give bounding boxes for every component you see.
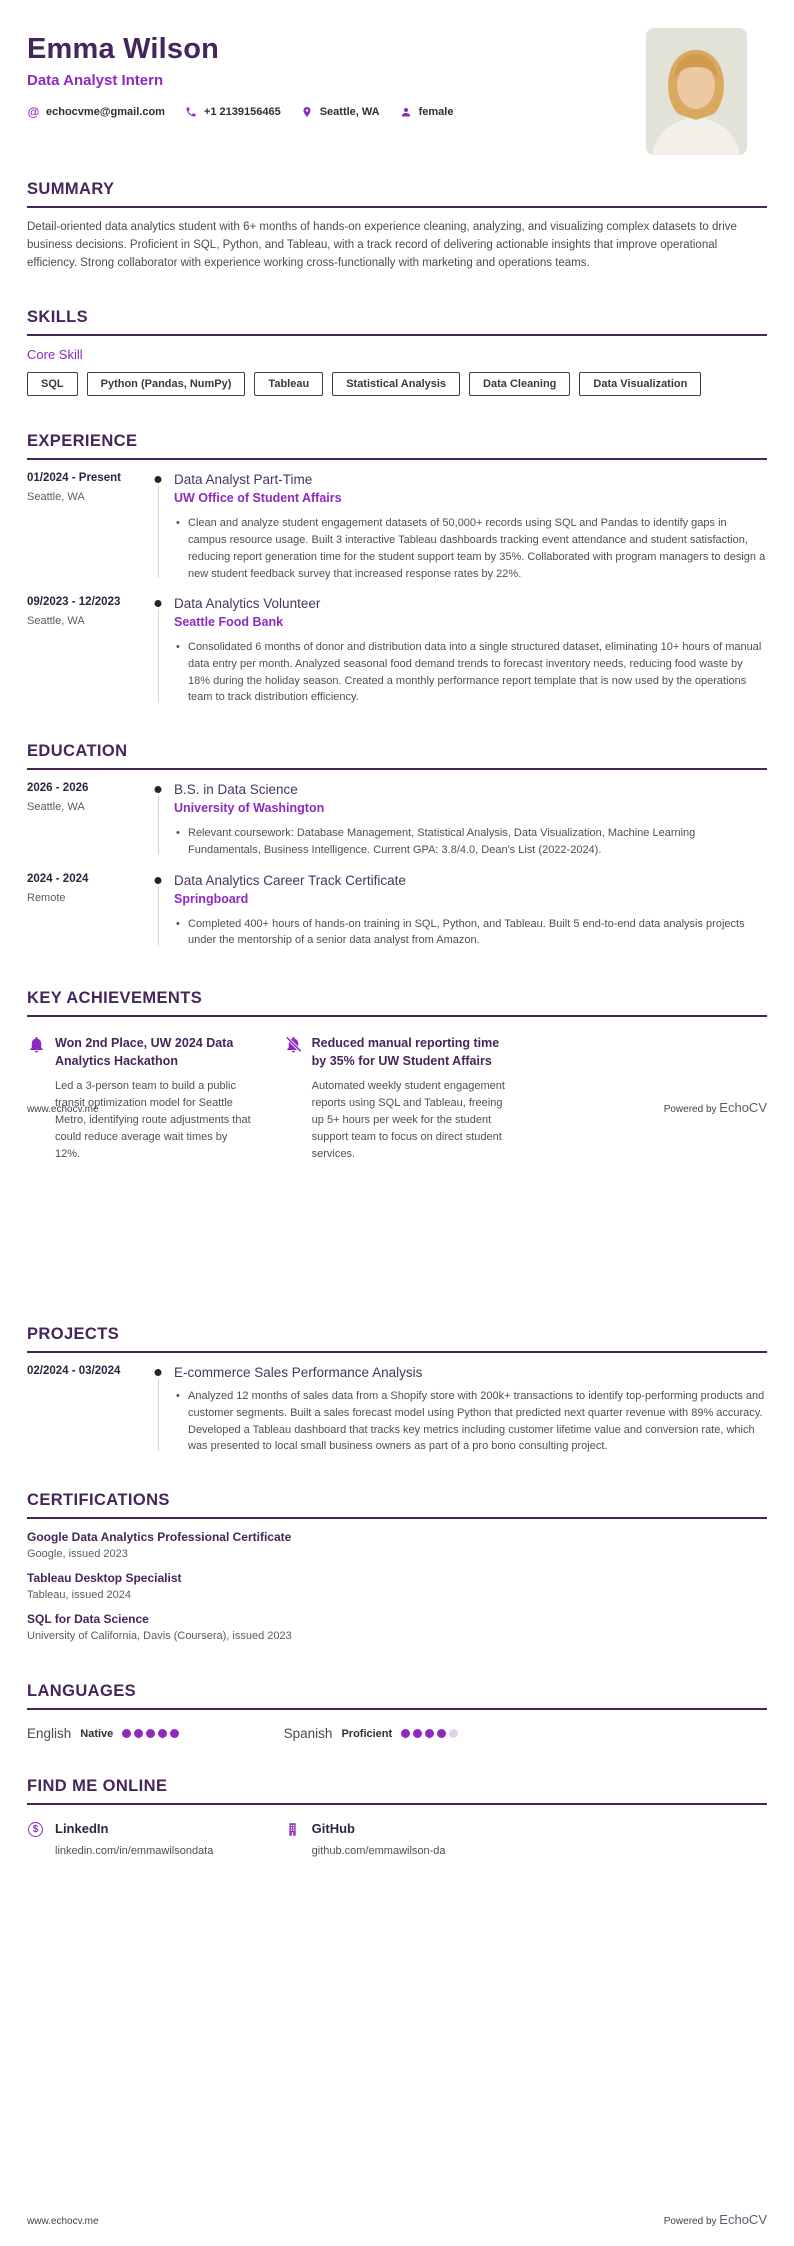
bell-off-icon (284, 1035, 304, 1055)
certification-issuer: Tableau, issued 2024 (27, 1589, 131, 1602)
experience-entry (27, 596, 767, 706)
language-level-dot (170, 1729, 179, 1738)
degree-title: Data Analytics Career Track Certificate (174, 872, 406, 888)
role-title: Data Analytics Volunteer (174, 596, 321, 612)
school-link[interactable]: Springboard (174, 891, 249, 906)
bell-icon (27, 1035, 47, 1055)
entry-location: Seattle, WA (27, 615, 85, 628)
contact-gender (400, 105, 454, 118)
footer-powered-by (664, 1100, 767, 1115)
contact-phone-text: +1 2139156465 (203, 105, 281, 118)
language-level: Proficient (341, 1727, 393, 1740)
language-level-dot (122, 1729, 131, 1738)
experience-heading: EXPERIENCE (27, 432, 767, 460)
page-1-footer (27, 1100, 767, 1115)
skills-heading: SKILLS (27, 308, 767, 336)
certification-name: Tableau Desktop Specialist (27, 1571, 182, 1586)
company-link[interactable]: Seattle Food Bank (174, 615, 284, 630)
language-item (284, 1726, 511, 1741)
phone-icon (185, 105, 198, 118)
bullet-list (174, 916, 767, 949)
language-level-dot (146, 1729, 155, 1738)
project-entry (27, 1365, 767, 1455)
certification-issuer: University of California, Davis (Coursera), issued 2023 (27, 1630, 292, 1643)
certifications-heading: CERTIFICATIONS (27, 1491, 767, 1519)
timeline (142, 873, 174, 949)
email-at-icon: @ (27, 104, 40, 119)
online-grid (27, 1821, 767, 1857)
language-item (27, 1726, 254, 1741)
entry-content (174, 873, 767, 949)
language-level-dot (437, 1729, 446, 1738)
summary-text: Detail-oriented data analytics student with 6+ months of hands-on experience cleaning, analyzing, and visualizing complex datasets to drive business decisions. Proficient in SQL, Python, and Tableau, with a track record of delivering actionable insights that improve operational efficiency. Strong collaborator with experience working cross-functionally with marketing and operations teams. (27, 221, 737, 269)
experience-entries (27, 472, 767, 706)
timeline (142, 1365, 174, 1455)
entry-meta (27, 596, 142, 706)
skill-tag: Data Cleaning (469, 372, 570, 396)
building-glyph (285, 1822, 300, 1837)
bullet-list (174, 1388, 767, 1455)
person-job-title: Data Analyst Intern (27, 72, 164, 89)
timeline-dot (155, 476, 162, 483)
language-name: English (27, 1726, 72, 1742)
degree-title: B.S. in Data Science (174, 782, 298, 798)
person-icon (400, 105, 413, 118)
certification-item (27, 1530, 767, 1560)
contact-phone[interactable] (185, 105, 281, 118)
bullet-item: • Analyzed 12 months of sales data from a Shopify store with 200k+ transactions to identify top-performing products and customer segments. Built a sales forecast model using Python that predicted next quarter revenue with 89% accuracy. Developed a Tableau dashboard that tracks key metrics including customer lifetime value and conversion rate, which was presented to local small business owners as part of a pro bono consulting project. (174, 1388, 767, 1455)
bullet-item: • Clean and analyze student engagement datasets of 50,000+ records using SQL and Pandas to identify gaps in campus resource usage. Built 3 interactive Tableau dashboards tracking event attendance and student satisfaction, reducing report generation time for the student support team by 35%. Collaborated with program managers to design a new student feedback survey that increased response rates by 22%. (174, 515, 767, 582)
languages-section (27, 1682, 767, 1741)
summary-heading: SUMMARY (27, 180, 767, 208)
projects-heading: PROJECTS (27, 1325, 767, 1353)
education-entry (27, 873, 767, 949)
skill-tag: Tableau (254, 372, 323, 396)
entry-dates: 01/2024 - Present (27, 472, 121, 485)
language-level-dot (134, 1729, 143, 1738)
bullet-list (174, 825, 767, 858)
online-section (27, 1777, 767, 1857)
certification-item (27, 1571, 767, 1601)
entry-content (174, 1365, 767, 1455)
achievement-text: Led a 3-person team to build a public transit optimization model for Seattle Metro, identifying route adjustments that could reduce average wait times by 12%. (55, 1080, 251, 1161)
linkedin-icon (27, 1821, 44, 1838)
school-link[interactable]: University of Washington (174, 801, 325, 816)
bullet-item: • Relevant coursework: Database Management, Statistical Analysis, Data Visualization, Machine Learning Fundamentals, Business Intelligence. Current GPA: 3.8/4.0, Dean's List (2022-2024). (174, 825, 767, 858)
project-entries (27, 1365, 767, 1455)
person-name: Emma Wilson (27, 33, 220, 65)
profile-photo (646, 28, 747, 155)
linkedin-label[interactable]: LinkedIn (55, 1821, 109, 1837)
contact-email-text: echocvme@gmail.com (46, 105, 165, 118)
page-2-footer (27, 2212, 767, 2227)
entry-content (174, 596, 767, 706)
certification-item (27, 1612, 767, 1642)
language-level-dot (425, 1729, 434, 1738)
github-label[interactable]: GitHub (311, 1821, 355, 1837)
entry-meta (27, 1365, 142, 1455)
footer-powered-text: Powered by (663, 2216, 717, 2227)
education-section (27, 742, 767, 949)
entry-location: Seattle, WA (27, 801, 85, 814)
footer-powered-by (664, 2212, 767, 2227)
language-level: Native (80, 1727, 114, 1740)
projects-section (27, 1325, 767, 1455)
skill-tag: Python (Pandas, NumPy) (87, 372, 246, 396)
experience-entry (27, 472, 767, 582)
language-name: Spanish (283, 1726, 333, 1742)
footer-site-link[interactable]: www.echocv.me (27, 1104, 99, 1115)
summary-section (27, 180, 767, 272)
language-level-dots (401, 1729, 458, 1738)
github-icon (284, 1821, 301, 1838)
timeline-dot (155, 786, 162, 793)
achievement-title: Reduced manual reporting time by 35% for UW Student Affairs (311, 1036, 500, 1068)
timeline-dot (155, 1369, 162, 1376)
contact-gender-text: female (418, 105, 454, 118)
online-heading: FIND ME ONLINE (27, 1777, 767, 1805)
linkedin-url[interactable]: linkedin.com/in/emmawilsondata (55, 1845, 214, 1858)
entry-content (174, 782, 767, 858)
entry-content (174, 472, 767, 582)
certification-name: Google Data Analytics Professional Certificate (27, 1530, 292, 1545)
contact-email[interactable] (27, 105, 165, 118)
bullet-list (174, 515, 767, 582)
entry-location: Seattle, WA (27, 491, 85, 504)
education-entries (27, 782, 767, 949)
dollar-circle-glyph: $ (28, 1822, 43, 1837)
entry-dates: 2024 - 2024 (27, 872, 89, 885)
entry-dates: 2026 - 2026 (27, 782, 89, 795)
certification-issuer: Google, issued 2023 (27, 1548, 128, 1561)
education-entry (27, 782, 767, 858)
skill-tag: SQL (27, 372, 78, 396)
achievement-title: Won 2nd Place, UW 2024 Data Analytics Hackathon (55, 1036, 234, 1068)
skill-tag: Data Visualization (579, 372, 701, 396)
entry-meta (27, 873, 142, 949)
languages-heading: LANGUAGES (27, 1682, 767, 1710)
achievement-text: Automated weekly student engagement reports using SQL and Tableau, freeing up 5+ hours per week for the student support team to focus on direct student services. (311, 1080, 505, 1161)
entry-dates: 02/2024 - 03/2024 (27, 1365, 121, 1378)
contact-location (301, 105, 380, 118)
online-item-linkedin (27, 1821, 254, 1857)
project-title: E-commerce Sales Performance Analysis (174, 1365, 423, 1381)
footer-site-link[interactable]: www.echocv.me (27, 2216, 99, 2227)
entry-meta (27, 472, 142, 582)
bullet-item: • Completed 400+ hours of hands-on training in SQL, Python, and Tableau. Built 5 end-to-end data analysis projects under the mentorship of a senior data analyst from Amazon. (174, 916, 767, 949)
achievements-section (27, 989, 767, 1163)
echocv-brand-link[interactable]: EchoCV (719, 2212, 767, 2227)
entry-meta (27, 782, 142, 858)
language-level-dots (122, 1729, 179, 1738)
language-level-dot (401, 1729, 410, 1738)
skill-group-label: Core Skill (27, 347, 83, 363)
bullet-list (174, 639, 767, 706)
entry-location: Remote (27, 891, 66, 904)
timeline (142, 596, 174, 706)
echocv-brand-link[interactable]: EchoCV (719, 1100, 767, 1115)
achievements-heading: KEY ACHIEVEMENTS (27, 989, 767, 1017)
skill-tag: Statistical Analysis (332, 372, 460, 396)
experience-section (27, 432, 767, 706)
online-item-github (284, 1821, 511, 1857)
bullet-item: • Consolidated 6 months of donor and distribution data into a single structured dataset, eliminating 10+ hours of manual data entry per month. Analyzed seasonal food demand trends to forecast inventory needs, reducing food waste by 18% during the holiday season. Created a monthly performance report template that is now used by the operations team to track distribution efficiency. (174, 639, 767, 706)
education-heading: EDUCATION (27, 742, 767, 770)
footer-powered-text: Powered by (663, 1104, 717, 1115)
timeline (142, 472, 174, 582)
certifications-section (27, 1491, 767, 1642)
contact-location-text: Seattle, WA (319, 105, 380, 118)
timeline (142, 782, 174, 858)
github-url[interactable]: github.com/emmawilson-da (311, 1845, 446, 1858)
timeline-dot (155, 877, 162, 884)
role-title: Data Analyst Part-Time (174, 472, 313, 488)
language-level-dot (449, 1729, 458, 1738)
languages-grid (27, 1726, 767, 1741)
profile-photo-placeholder (646, 28, 747, 155)
language-level-dot (413, 1729, 422, 1738)
skills-section (27, 308, 767, 396)
skill-tag-list (27, 372, 767, 396)
timeline-dot (155, 600, 162, 607)
location-pin-icon (301, 105, 314, 118)
entry-dates: 09/2023 - 12/2023 (27, 596, 121, 609)
company-link[interactable]: UW Office of Student Affairs (174, 491, 342, 506)
certification-name: SQL for Data Science (27, 1612, 149, 1627)
language-level-dot (158, 1729, 167, 1738)
